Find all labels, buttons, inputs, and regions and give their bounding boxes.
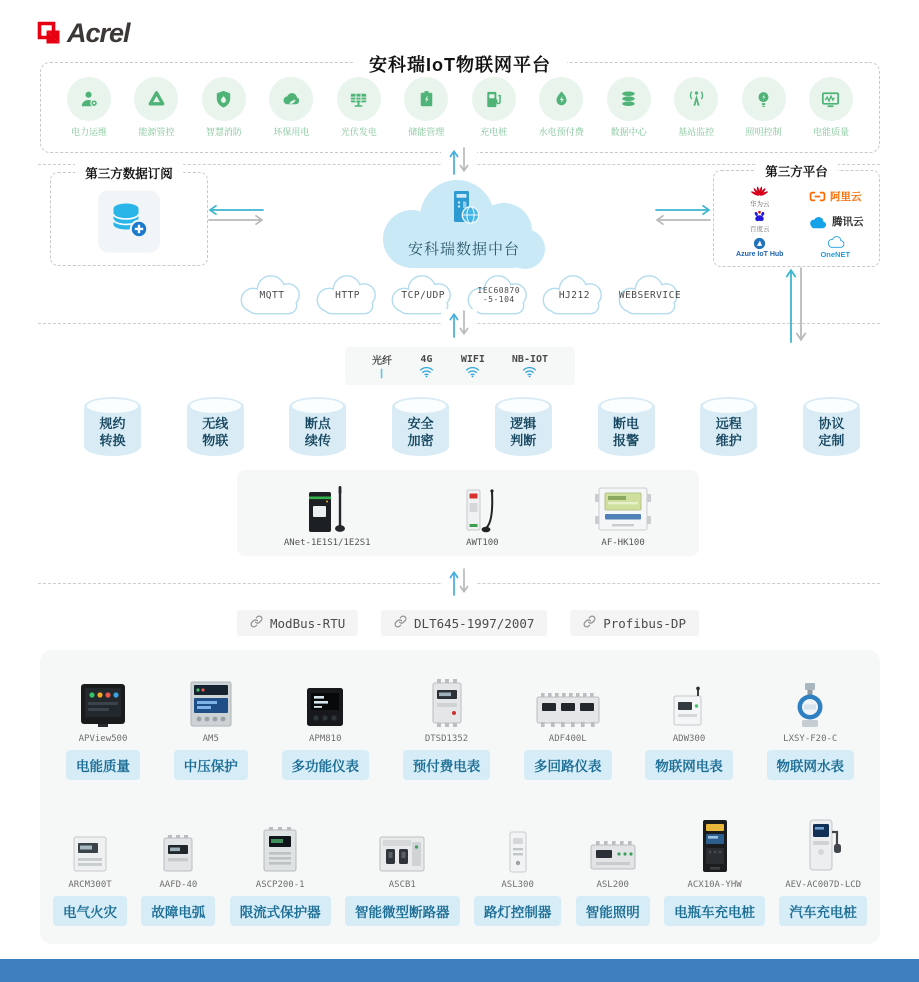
field-protocols-row [237,610,699,636]
partner-label: 百度云 [750,226,770,233]
product-item [664,814,765,926]
brand-name: Acrel [67,18,130,48]
updown-arrows-middle [441,309,477,344]
wifi-icon [522,365,537,378]
charging-pile-icon [472,77,516,121]
gateway-device [284,470,371,556]
database-plus-icon [98,190,160,252]
protocol-cloud-label: WEBSERVICE [618,290,682,301]
partner-label: 华为云 [750,201,770,208]
product-item [474,814,562,926]
gateway-afhk100-image [594,480,652,534]
product-category-badge: 多功能仪表 [282,750,370,780]
onenet-logo [820,235,850,259]
capability-label: 协议 定制 [818,416,845,448]
dev-adf400l-image [535,668,601,728]
gateway-device [464,470,500,556]
dev-dtsd1352-image [430,668,464,728]
product-item [345,814,460,926]
product-model: ASCB1 [388,880,416,890]
product-model: ACX10A-YHW [687,880,742,890]
solar-icon [337,77,381,121]
product-category-badge: 智能照明 [576,896,650,926]
dev-asl300-image [507,814,529,874]
dev-am5-image [189,668,233,728]
protocol-chip-label: DLT645-1997/2007 [414,615,535,631]
server-globe-icon [441,186,487,232]
product-model: DTSD1352 [424,734,469,744]
capability-label: 安全 加密 [407,416,434,448]
link-icon [394,615,407,631]
app-label: 环保用电 [273,127,310,137]
app-label: 智慧消防 [205,127,242,137]
link-icon [250,615,263,631]
capability-cylinder [700,397,757,456]
dev-acx10a-image [700,814,730,874]
partner-label: OneNET [820,250,851,259]
left-exchange-arrows [207,202,265,233]
product-category-badge: 限流式保护器 [230,896,331,926]
capability-label: 规约 转换 [99,416,126,448]
lighting-icon [742,77,786,121]
dev-asl200-image [589,814,637,874]
product-item [230,814,331,926]
protocol-cloud-label: HJ212 [558,290,590,301]
product-model: ADW300 [672,734,706,744]
protocol-cloud [312,273,384,317]
power-quality-icon [809,77,853,121]
product-model: ARCM300T [68,880,112,890]
left-right-arrow-icon [654,202,712,228]
aliyun-logo [809,189,862,204]
capability-label: 逻辑 判断 [510,416,537,448]
product-item [645,668,733,780]
protocol-chip [237,610,358,636]
product-category-badge: 电气火灾 [53,896,127,926]
app-item [124,77,188,138]
product-model: AEV-AC007D-LCD [785,880,862,890]
platform-vertical-arrows [783,266,809,349]
power-ops-icon [67,77,111,121]
product-category-badge: 路灯控制器 [474,896,562,926]
app-item [529,77,593,138]
acrel-logo [36,18,130,49]
protocol-cloud-label: IEC60870 -5-104 [477,286,521,305]
data-hub-cloud [370,176,558,274]
product-item [282,668,370,780]
eco-power-icon [269,77,313,121]
product-item [779,814,867,926]
dev-apview500-image [79,668,127,728]
gateway-model: ANet-1E1S1/1E2S1 [283,538,371,548]
product-item [403,668,491,780]
app-label: 基站监控 [678,127,715,137]
app-item [799,77,863,138]
capability-cylinder [392,397,449,456]
capability-cylinder [803,397,860,456]
comm-method [461,354,485,378]
product-category-badge: 多回路仪表 [524,750,612,780]
product-model: ASL200 [596,880,629,890]
fiber-icon [374,367,389,380]
capabilities-row [84,397,860,456]
comm-label: 光纤 [371,356,392,367]
link-icon [583,615,596,631]
product-model: APView500 [78,734,128,744]
product-category-badge: 故障电弧 [141,896,215,926]
app-item [597,77,661,138]
product-model: AAFD-40 [159,880,198,890]
product-category-badge: 物联网电表 [645,750,733,780]
product-item [141,814,215,926]
right-exchange-arrows [654,202,712,233]
up-down-arrow-icon [447,567,471,597]
energy-control-icon [134,77,178,121]
fire-safety-icon [202,77,246,121]
comm-label: 4G [420,354,433,365]
dev-ascp200-image [261,814,299,874]
product-category-badge: 汽车充电桩 [779,896,867,926]
app-item [192,77,256,138]
gateway-devices-box [237,470,699,556]
capability-label: 无线 物联 [202,416,229,448]
gateway-anet-image [305,480,349,534]
product-model: LXSY-F20-C [783,734,838,744]
dev-arcm300t-image [71,814,109,874]
dev-watermeter-image [790,668,830,728]
partner-label: 阿里云 [830,191,862,203]
third-party-subscription-box [50,167,208,266]
gateway-awt100-image [464,480,500,534]
product-model: ADF400L [548,734,587,744]
dev-aev-image [804,814,842,874]
tencent-cloud-logo [807,214,864,229]
capability-cylinder [495,397,552,456]
capability-cylinder [187,397,244,456]
up-down-arrow-icon [447,309,471,339]
app-item [664,77,728,138]
app-label: 电能质量 [812,127,849,137]
product-model: AM5 [202,734,219,744]
third-party-platform-box [713,165,880,267]
dev-adw300-image [671,668,707,728]
comm-method [419,354,434,378]
app-item [57,77,121,138]
product-model: ASCP200-1 [255,880,305,890]
product-category-badge: 中压保护 [174,750,248,780]
partner-logos-grid [722,184,873,260]
product-item [767,668,855,780]
platform-title: 安科瑞IoT物联网平台 [353,51,567,77]
protocol-cloud [538,273,610,317]
acrel-logo-icon [36,20,63,47]
product-category-badge: 电能质量 [66,750,140,780]
app-label: 电力运维 [70,127,107,137]
dev-apm810-image [305,668,345,728]
baidu-cloud-logo [750,210,770,233]
app-label: 照明控制 [745,127,782,137]
protocol-chip-label: Profibus-DP [603,615,686,631]
protocol-cloud-label: HTTP [335,290,361,301]
partner-label: Azure IoT Hub [736,250,784,258]
capability-label: 远程 维护 [715,416,742,448]
app-label: 储能管理 [408,127,445,137]
app-icons-row [57,77,863,138]
product-category-badge: 物联网水表 [767,750,855,780]
up-down-arrow-icon [447,146,471,176]
product-category-badge: 智能微型断路器 [345,896,460,926]
product-model: ASL300 [501,880,534,890]
updown-arrows-bottom [441,567,477,602]
left-box-title: 第三方数据订阅 [75,164,183,182]
products-row-2 [53,814,867,926]
products-section [40,650,880,944]
capability-label: 断点 续传 [304,416,331,448]
right-box-title: 第三方平台 [755,162,838,180]
protocol-chip [381,610,547,636]
data-hub-label: 安科瑞数据中台 [407,241,520,258]
dev-aafd40-image [161,814,195,874]
comm-label: NB-IOT [511,354,549,365]
protocol-cloud-label: TCP/UDP [401,290,445,301]
app-item [462,77,526,138]
base-station-icon [674,77,718,121]
comm-method [372,352,392,380]
partner-label: 腾讯云 [832,216,864,228]
capability-cylinder [598,397,655,456]
app-item [732,77,796,138]
product-item [174,668,248,780]
wifi-icon [465,365,480,378]
protocol-cloud-label: MQTT [259,290,285,301]
product-category-badge: 预付费电表 [403,750,491,780]
comm-label: WIFI [460,354,485,365]
product-item [66,668,140,780]
app-label: 数据中心 [610,127,647,137]
footer-bar [0,959,919,982]
gateway-model: AF-HK100 [601,538,645,548]
huawei-cloud-logo [750,185,770,208]
wifi-icon [419,365,434,378]
product-category-badge: 电瓶车充电桩 [664,896,765,926]
protocol-chip-label: ModBus-RTU [270,615,346,631]
app-item [259,77,323,138]
protocol-cloud [614,273,686,317]
app-label: 能源管控 [138,127,175,137]
platform-section [40,55,880,153]
gateway-model: AWT100 [466,538,499,548]
azure-iot-hub-logo [736,237,783,258]
app-label: 光伏发电 [340,127,377,137]
app-label: 充电桩 [480,127,508,137]
product-item [576,814,650,926]
app-label: 水电预付费 [538,127,584,137]
protocol-chip [570,610,699,636]
up-down-arrow-icon [783,266,809,344]
dev-ascb1-image [378,814,426,874]
product-item [524,668,612,780]
product-item [53,814,127,926]
protocol-cloud [236,273,308,317]
capability-cylinder [289,397,346,456]
gateway-device [594,470,652,556]
comm-methods-box [345,347,575,385]
product-model: APM810 [308,734,342,744]
storage-icon [404,77,448,121]
capability-label: 断电 报警 [613,416,640,448]
left-right-arrow-icon [207,202,265,228]
comm-method [512,354,548,378]
data-center-icon [607,77,651,121]
prepay-icon [539,77,583,121]
app-item [327,77,391,138]
capability-cylinder [84,397,141,456]
app-item [394,77,458,138]
products-row-1 [66,668,854,780]
